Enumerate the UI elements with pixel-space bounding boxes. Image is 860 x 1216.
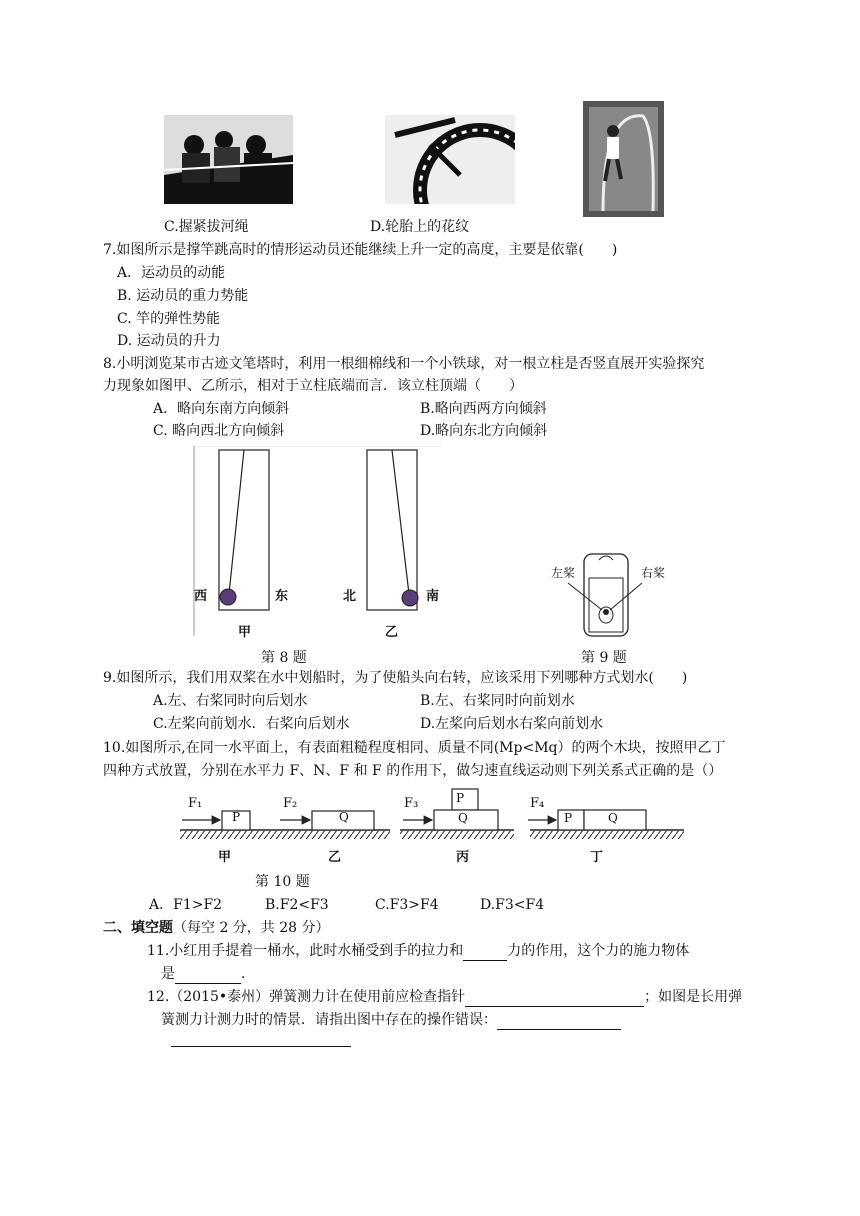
block-q-label-bing: Q [458, 811, 468, 825]
label-north: 北 [343, 589, 357, 604]
q9-option-b: B.左、右桨同时向前划水 [420, 693, 575, 709]
q7-stem: 7.如图所示是撑竿跳高时的情形运动员还能继续上升一定的高度，主要是依靠( ) [103, 242, 618, 258]
q11-line2-a: 是 [161, 966, 175, 982]
q11-line1-b: 力的作用，这个力的施力物体 [507, 943, 690, 959]
q8-figure [192, 446, 442, 642]
q11-line1-a: 11.小红用手提着一桶水，此时水桶受到手的拉力和 [147, 943, 464, 959]
q9-caption: 第 9 题 [581, 650, 627, 666]
q10-stem-line2: 四种方式放置，分别在水平力 F、N、F 和 F 的作用下，做匀速直线运动则下列关系式正确的是（） [103, 763, 723, 779]
q10-label-ding: 丁 [590, 850, 604, 865]
q10-label-jia: 甲 [218, 850, 232, 865]
pole-vault-photo [583, 101, 664, 217]
q10-option-c: C.F3>F4 [375, 897, 439, 913]
force-f1: F₁ [188, 796, 203, 811]
q8-stem-line2: 力现象如图甲、乙所示，相对于立柱底端而言．该立柱顶端（ ） [103, 378, 523, 394]
force-f3: F₃ [404, 796, 419, 811]
q9-boat-figure [548, 548, 658, 640]
q9-stem: 9.如图所示，我们用双桨在水中划船时，为了使船头向右转，应该采用下列哪种方式划水( ) [103, 670, 688, 686]
q7-option-c: C. 竿的弹性势能 [117, 311, 221, 327]
q8-stem-line1: 8.小明浏览某市古迹文笔塔时，利用一根细棉线和一个小铁球，对一根立柱是否竖直展开实验探究 [103, 356, 705, 372]
block-p-label-jia: P [232, 810, 241, 824]
q8-caption: 第 8 题 [261, 650, 307, 666]
q10-option-d: D.F3<F4 [480, 897, 545, 913]
label-east: 东 [275, 589, 289, 604]
q9-option-d: D.左桨向后划水右桨向前划水 [420, 716, 604, 732]
section2-heading [103, 918, 330, 938]
q8-option-c: C. 略向西北方向倾斜 [153, 423, 285, 439]
q11-blank-1[interactable] [463, 944, 507, 961]
pillar-yi [367, 450, 417, 610]
q10-label-yi: 乙 [328, 850, 342, 865]
iron-ball-yi [402, 590, 418, 606]
photo-caption-c: C.握紧拔河绳 [164, 219, 249, 235]
label-left-oar: 左桨 [551, 566, 576, 580]
block-q-label-yi: Q [339, 810, 349, 824]
section2-heading-bold: 二、填空题 [103, 920, 173, 936]
label-jia: 甲 [238, 625, 252, 640]
q8-option-b: B.略向西两方向倾斜 [420, 401, 547, 417]
block-p-label-bing: P [456, 791, 465, 805]
q12-line1 [147, 987, 742, 1007]
q10-option-a: A．F1>F2 [149, 897, 223, 913]
force-f2: F₂ [283, 796, 298, 811]
bike-tire-photo [385, 115, 515, 204]
q12-line2 [161, 1010, 621, 1030]
q12-blank-1[interactable] [465, 990, 644, 1007]
q12-line1-a: 12.（2015•泰州）弹簧测力计在使用前应检查指针 [147, 989, 466, 1005]
q12-line1-b: ；如图是长用弹 [644, 989, 743, 1005]
q7-option-d: D. 运动员的升力 [117, 333, 221, 349]
q11-line2-b: . [241, 966, 246, 982]
force-f4: F₄ [530, 796, 545, 811]
photo-caption-d: D.轮胎上的花纹 [370, 219, 470, 235]
tug-of-war-photo [164, 115, 293, 204]
q7-option-a: A．运动员的动能 [117, 265, 226, 281]
q8-option-a: A．略向东南方向倾斜 [153, 401, 290, 417]
q10-option-b: B.F2<F3 [265, 897, 329, 913]
q12-line2-a: 簧测力计测力时的情景．请指出图中存在的操作错误： [161, 1012, 497, 1028]
q10-stem-line1: 10.如图所示,在同一水平面上，有表面粗糙程度相同、质量不同(Mp<Mq）的两个木块，按照甲乙丁 [103, 740, 726, 756]
label-south: 南 [426, 589, 440, 604]
q11-blank-2[interactable] [175, 967, 241, 984]
q10-label-bing: 丙 [456, 850, 470, 865]
q9-option-a: A.左、右桨同时向后划水 [153, 693, 308, 709]
q8-option-d: D.略向东北方向倾斜 [420, 423, 548, 439]
q12-blank-2[interactable] [497, 1013, 621, 1030]
q11-line2 [161, 964, 245, 984]
label-right-oar: 右桨 [641, 566, 666, 580]
label-yi: 乙 [385, 625, 399, 640]
q9-option-c: C.左桨向前划水．右桨向后划水 [153, 716, 350, 732]
block-q-label-ding: Q [608, 811, 618, 825]
q10-caption: 第 10 题 [255, 874, 310, 890]
section2-heading-rest: （每空 2 分，共 28 分） [173, 920, 330, 936]
q7-option-b: B. 运动员的重力势能 [117, 288, 249, 304]
iron-ball-jia [220, 589, 236, 605]
pillar-jia [219, 450, 269, 610]
q12-blank-3[interactable] [171, 1030, 351, 1047]
q11-line1 [147, 941, 689, 961]
label-west: 西 [194, 589, 208, 604]
block-p-label-ding: P [564, 811, 573, 825]
